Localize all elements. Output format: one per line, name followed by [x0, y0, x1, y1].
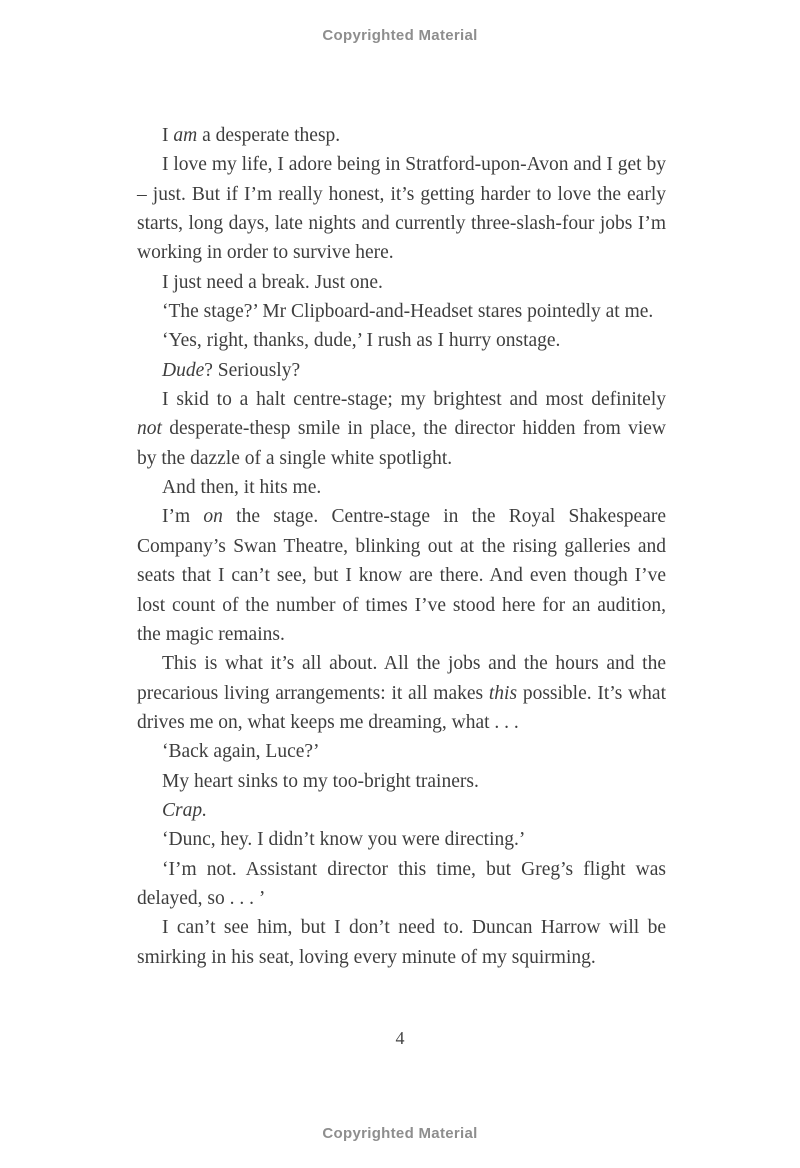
- paragraph: [137, 121, 666, 150]
- paragraph: [137, 825, 666, 854]
- text-run: I: [162, 125, 174, 146]
- paragraph: [137, 737, 666, 766]
- paragraph: [137, 356, 666, 385]
- paragraph: [137, 502, 666, 649]
- paragraph: [137, 473, 666, 502]
- paragraph: [137, 855, 666, 914]
- paragraph: [137, 649, 666, 737]
- text-run: possible. It’s what drives me on, what keeps me dreaming, what . . .: [137, 682, 666, 733]
- text-run: I just need a break. Just one.: [162, 271, 383, 293]
- text-run: ? Seriously?: [204, 359, 301, 381]
- text-run: this: [488, 682, 518, 704]
- paragraph: [137, 297, 666, 326]
- text-run: am: [173, 125, 198, 146]
- text-run: This is what it’s all about. All the jobs and the hours and the precarious living arrangements: it all makes: [137, 653, 666, 704]
- copyright-banner-bottom: Copyrighted Material: [322, 1125, 478, 1142]
- text-run: My heart sinks to my too-bright trainers.: [162, 770, 479, 792]
- paragraph: [137, 268, 666, 297]
- copyright-banner-top: Copyrighted Material: [322, 27, 478, 44]
- text-run: I love my life, I adore being in Stratford-upon-Avon and I get by – just. But if I’m really honest, it’s getting harder to love the early starts, long days, late nights and currently three-slash-four jobs I’m working in order to survive here.: [137, 154, 666, 264]
- text-run: I skid to a halt centre-stage; my brightest and most definitely: [162, 389, 666, 411]
- text-run: the stage. Centre-stage in the Royal Shakespeare Company’s Swan Theatre, blinking out at the rising galleries and seats that I can’t see, but I know are there. And even though I’ve lost count of the number of times I’ve stood here for an audition, the magic remains.: [137, 506, 667, 645]
- paragraph: [137, 150, 666, 267]
- text-run: ‘I’m not. Assistant director this time, but Greg’s flight was delayed, so . . . ’: [137, 858, 666, 909]
- text-run: on: [203, 506, 223, 528]
- text-run: ‘Dunc, hey. I didn’t know you were directing.’: [162, 829, 526, 851]
- text-run: And then, it hits me.: [162, 477, 322, 499]
- paragraph: [137, 385, 666, 473]
- text-run: not: [137, 418, 162, 440]
- text-run: a desperate thesp.: [197, 125, 341, 146]
- text-run: ‘The stage?’ Mr Clipboard-and-Headset stares pointedly at me.: [162, 301, 654, 323]
- text-run: ‘Back again, Luce?’: [162, 741, 320, 763]
- paragraph: [137, 326, 666, 355]
- text-run: Crap.: [162, 799, 207, 821]
- book-page-text: [137, 121, 666, 972]
- text-run: ‘Yes, right, thanks, dude,’ I rush as I hurry onstage.: [162, 330, 561, 352]
- text-run: Dude: [162, 359, 205, 381]
- page-number: 4: [395, 1028, 405, 1048]
- text-run: desperate-thesp smile in place, the director hidden from view by the dazzle of a single white spotlight.: [137, 418, 666, 469]
- paragraph: [137, 767, 666, 796]
- text-run: I’m: [162, 506, 204, 528]
- paragraph: [137, 796, 666, 825]
- paragraph: [137, 913, 666, 972]
- text-run: I can’t see him, but I don’t need to. Duncan Harrow will be smirking in his seat, loving every minute of my squirming.: [137, 917, 666, 968]
